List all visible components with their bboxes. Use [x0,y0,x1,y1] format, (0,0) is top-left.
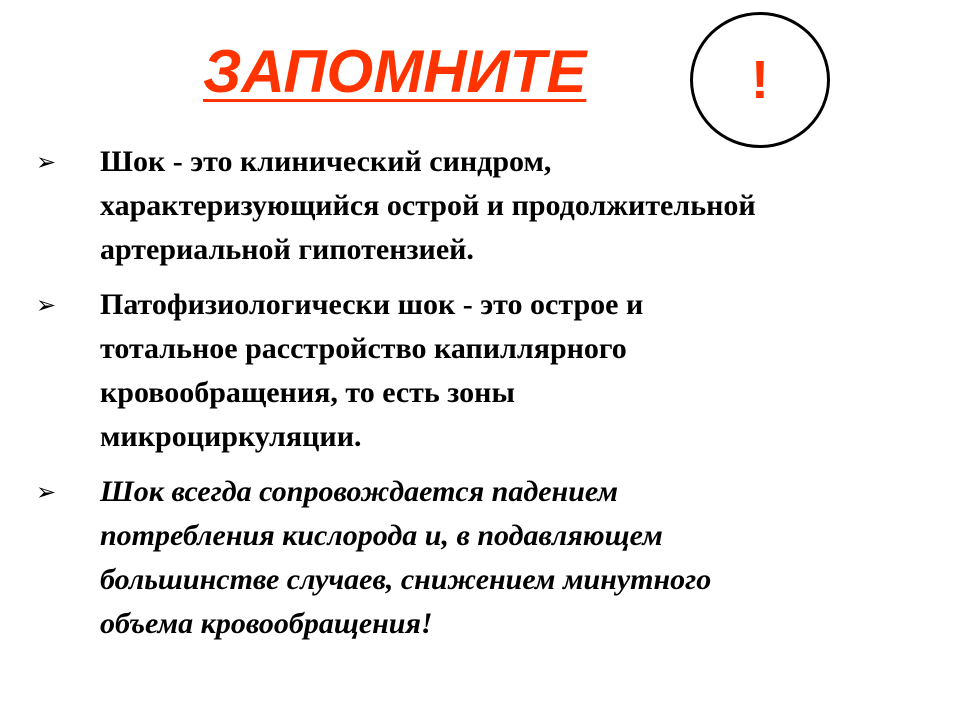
bullet-line: микроциркуляции. [100,420,362,453]
arrow-bullet-icon: ➢ [36,478,57,506]
bullet-line: Шок всегда сопровождается падением [100,475,619,508]
bullet-line: объема кровообращения! [100,607,433,640]
bullet-line: потребления кислорода и, в подавляющем [100,519,663,552]
bullet-line: кровообращения, то есть зоны [100,376,515,409]
bullet-item-1 [36,140,916,272]
bullet-line: Шок - это клинический синдром, [100,145,552,178]
bullet-text [100,470,916,646]
bullet-item-3 [36,470,916,646]
bullet-line: характеризующийся острой и продолжительной [100,189,756,222]
bullet-text [100,283,916,459]
arrow-bullet-icon: ➢ [36,291,57,319]
bullet-text [100,140,916,272]
exclamation-badge [690,12,830,148]
bullet-line: тотальное расстройство капиллярного [100,332,627,365]
bullet-line: большинстве случаев, снижением минутного [100,563,712,596]
slide-title: ЗАПОМНИТЕ [203,38,587,105]
arrow-bullet-icon: ➢ [36,148,57,176]
bullet-line: Патофизиологически шок - это острое и [100,288,644,321]
bullet-line: артериальной гипотензией. [100,233,474,266]
exclamation-icon: ! [751,50,769,110]
bullet-item-2 [36,283,916,459]
